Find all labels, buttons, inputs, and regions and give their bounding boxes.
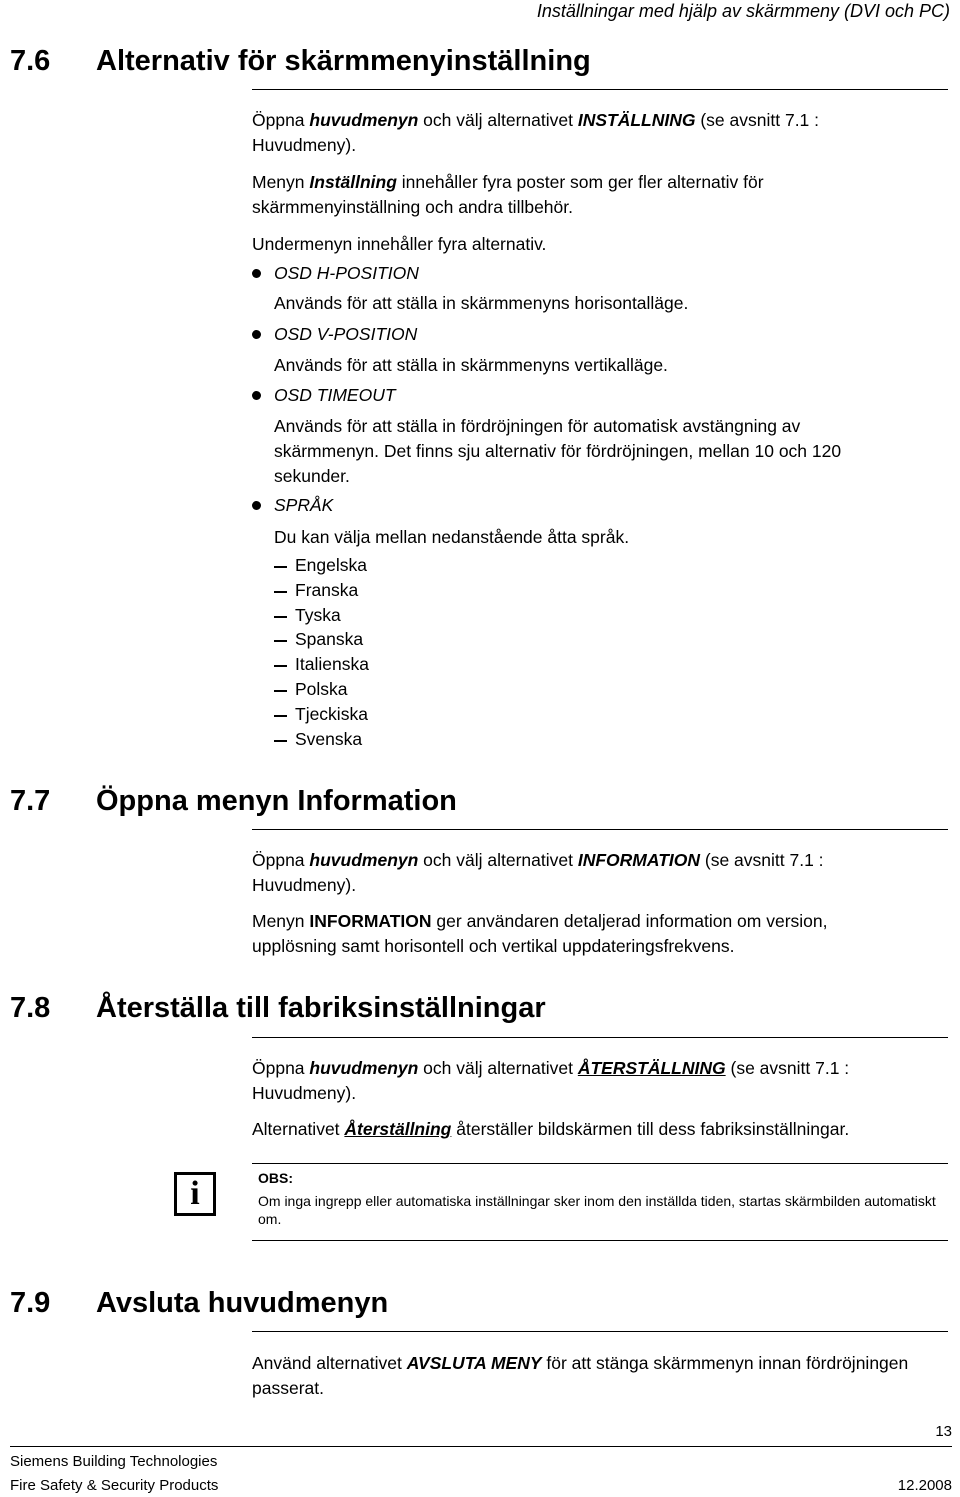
- dash-icon: [274, 566, 287, 568]
- text: och välj alternativet: [418, 1058, 578, 1078]
- menu-term: INFORMATION: [577, 850, 701, 870]
- footer-rule: [10, 1446, 952, 1447]
- dash-icon: [274, 640, 287, 642]
- paragraph: [252, 108, 912, 158]
- section-title: Alternativ för skärmmenyinställning: [96, 45, 591, 77]
- note-title: OBS:: [258, 1170, 293, 1186]
- heading-7-8: [10, 990, 546, 1026]
- menu-term: INFORMATION: [309, 911, 432, 931]
- menu-term: Återställning: [344, 1119, 452, 1139]
- dash-icon: [274, 715, 287, 717]
- section-title: Återställa till fabriksinställningar: [96, 992, 546, 1024]
- section-number: 7.8: [10, 992, 51, 1024]
- bullet-label: SPRÅK: [274, 495, 334, 515]
- bullet-label: OSD TIMEOUT: [274, 385, 396, 405]
- section-number: 7.9: [10, 1287, 51, 1319]
- info-icon: i: [174, 1172, 216, 1216]
- paragraph: [252, 1056, 912, 1106]
- menu-term: AVSLUTA MENY: [406, 1353, 542, 1373]
- heading-7-9: [10, 1285, 388, 1321]
- paragraph: Undermenyn innehåller fyra alternativ.: [252, 234, 547, 254]
- text: för att stänga skärmmenyn innan fördröjningen passerat.: [252, 1353, 909, 1398]
- footer-date: 12.2008: [897, 1477, 952, 1494]
- dash-icon: [274, 616, 287, 618]
- text: Öppna: [252, 110, 310, 130]
- menu-term: huvudmenyn: [309, 850, 419, 870]
- text: (se avsnitt 7.1 : Huvudmeny).: [252, 850, 824, 895]
- dash-icon: [274, 740, 287, 742]
- text: Använd alternativet: [252, 1353, 407, 1373]
- bullet-description: Används för att ställa in fördröjningen för automatisk avstängning av skärmmenyn. Det finns sju alternativ för fördröjningen, mellan 10 och 120 sekunder.: [274, 416, 842, 486]
- section-number: 7.6: [10, 45, 51, 77]
- section-number: 7.7: [10, 785, 51, 817]
- menu-term: ÅTERSTÄLLNING: [577, 1058, 726, 1078]
- bullet-icon: [252, 330, 261, 339]
- paragraph: [252, 170, 912, 220]
- bullet-icon: [252, 501, 261, 510]
- menu-term: INSTÄLLNING: [577, 110, 696, 130]
- section-rule: [252, 829, 948, 830]
- text: Alternativet: [252, 1119, 345, 1139]
- section-title: Avsluta huvudmenyn: [96, 1287, 389, 1319]
- text: och välj alternativet: [418, 850, 578, 870]
- language-label: Polska: [295, 679, 348, 699]
- language-label: Italienska: [295, 654, 369, 674]
- section-rule: [252, 1037, 948, 1038]
- heading-7-6: [10, 43, 591, 79]
- paragraph: [252, 1351, 912, 1401]
- bullet-description: Du kan välja mellan nedanstående åtta språk.: [274, 527, 630, 547]
- language-label: Svenska: [295, 729, 363, 749]
- footer-division: Fire Safety & Security Products: [10, 1477, 219, 1494]
- dash-icon: [274, 665, 287, 667]
- text: Menyn: [252, 911, 310, 931]
- page-number: 13: [935, 1423, 952, 1440]
- bullet-icon: [252, 269, 261, 278]
- text: (se avsnitt 7.1 : Huvudmeny).: [252, 1058, 850, 1103]
- bullet-icon: [252, 391, 261, 400]
- section-rule: [252, 1331, 948, 1332]
- text: återställer bildskärmen till dess fabriksinställningar.: [451, 1119, 850, 1139]
- menu-term: huvudmenyn: [309, 1058, 419, 1078]
- bullet-description: Används för att ställa in skärmmenyns horisontalläge.: [274, 293, 689, 313]
- section-title: Öppna menyn Information: [96, 785, 457, 817]
- footer-company: Siemens Building Technologies: [10, 1453, 218, 1470]
- paragraph: [252, 909, 912, 959]
- bullet-label: OSD H-POSITION: [274, 263, 419, 283]
- text: (se avsnitt 7.1 : Huvudmeny).: [252, 110, 820, 155]
- bullet-description: Används för att ställa in skärmmenyns vertikalläge.: [274, 355, 668, 375]
- note-rule: [252, 1240, 948, 1241]
- dash-icon: [274, 690, 287, 692]
- menu-term: huvudmenyn: [309, 110, 419, 130]
- text: Öppna: [252, 1058, 310, 1078]
- heading-7-7: [10, 783, 457, 819]
- language-label: Tyska: [295, 605, 341, 625]
- language-label: Spanska: [295, 629, 364, 649]
- language-label: Engelska: [295, 555, 367, 575]
- text: ger användaren detaljerad information om version, upplösning samt horisontell och vertikal uppdateringsfrekvens.: [252, 911, 828, 956]
- section-rule: [252, 89, 948, 90]
- paragraph: [252, 848, 912, 898]
- language-label: Franska: [295, 580, 359, 600]
- bullet-label: OSD V-POSITION: [274, 324, 418, 344]
- text: och välj alternativet: [418, 110, 578, 130]
- language-label: Tjeckiska: [295, 704, 368, 724]
- note-rule: [252, 1163, 948, 1164]
- paragraph: [252, 1117, 912, 1142]
- note-text: Om inga ingrepp eller automatiska inställningar sker inom den inställda tiden, startas skärmbilden automatiskt om.: [258, 1193, 936, 1227]
- running-header: Inställningar med hjälp av skärmmeny (DVI och PC): [536, 1, 950, 21]
- text: Öppna: [252, 850, 310, 870]
- text: innehåller fyra poster som ger fler alternativ för skärmmenyinställning och andra tillbehör.: [252, 172, 764, 217]
- dash-icon: [274, 591, 287, 593]
- menu-term: Inställning: [309, 172, 397, 192]
- text: Menyn: [252, 172, 310, 192]
